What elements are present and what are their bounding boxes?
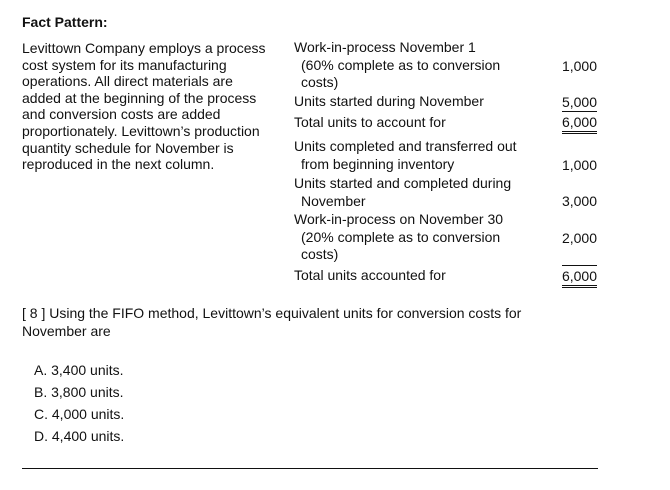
narrative-line: reproduced in the next column. (22, 156, 215, 173)
question-line: [ 8 ] Using the FIFO method, Levittown’s equivalent units for conversion costs for (22, 305, 522, 321)
units-started-value: 5,000 (561, 94, 597, 110)
total-to-account-line: Total units to account for (294, 114, 446, 130)
narrative-line: operations. All direct materials are (22, 73, 233, 90)
total-accounted-label (294, 267, 446, 285)
fact-pattern-heading: Fact Pattern: (22, 14, 108, 30)
completed-transferred-label (294, 138, 517, 173)
wip-start-line: Work-in-process November 1 (294, 39, 476, 55)
wip-start-value: 1,000 (561, 58, 597, 74)
question-text (22, 305, 582, 340)
bottom-divider (22, 468, 598, 469)
narrative-line: Levittown Company employs a process (22, 40, 266, 56)
fact-pattern-narrative (22, 40, 284, 173)
narrative-line: added at the beginning of the process (22, 89, 257, 106)
wip-end-line: costs) (301, 246, 339, 262)
wip-start-line: costs) (301, 74, 339, 90)
narrative-line: cost system for its manufacturing (22, 56, 227, 73)
option-d[interactable]: D. 4,400 units. (34, 428, 125, 444)
total-to-account-value: 6,000 (562, 114, 597, 134)
wip-end-label (294, 211, 503, 264)
total-accounted-value: 6,000 (562, 265, 597, 288)
units-started-line: Units started during November (294, 93, 484, 109)
wip-end-line: (20% complete as to conversion (301, 228, 501, 245)
total-to-account-label (294, 114, 446, 132)
option-c[interactable]: C. 4,000 units. (34, 406, 125, 422)
narrative-line: proportionately. Levittown’s production (22, 122, 260, 139)
total-accounted-line: Total units accounted for (294, 267, 446, 283)
narrative-line: quantity schedule for November is (22, 139, 234, 156)
completed-transferred-line: from beginning inventory (301, 155, 455, 172)
wip-start-line: (60% complete as to conversion (301, 56, 501, 73)
started-completed-label (294, 175, 511, 210)
started-completed-line: Units started and completed during (294, 175, 512, 191)
option-a[interactable]: A. 3,400 units. (34, 362, 124, 378)
answer-options (34, 359, 124, 447)
started-completed-value: 3,000 (561, 193, 597, 209)
option-b[interactable]: B. 3,800 units. (34, 384, 124, 400)
wip-end-value: 2,000 (561, 230, 597, 246)
narrative-line: and conversion costs are added (22, 106, 221, 123)
units-started-label (294, 93, 484, 111)
question-line: November are (22, 322, 111, 339)
started-completed-line: November (301, 192, 366, 209)
wip-end-line: Work-in-process on November 30 (294, 211, 504, 227)
wip-start-label (294, 39, 500, 92)
completed-transferred-line: Units completed and transferred out (294, 138, 517, 154)
completed-transferred-value: 1,000 (561, 157, 597, 173)
